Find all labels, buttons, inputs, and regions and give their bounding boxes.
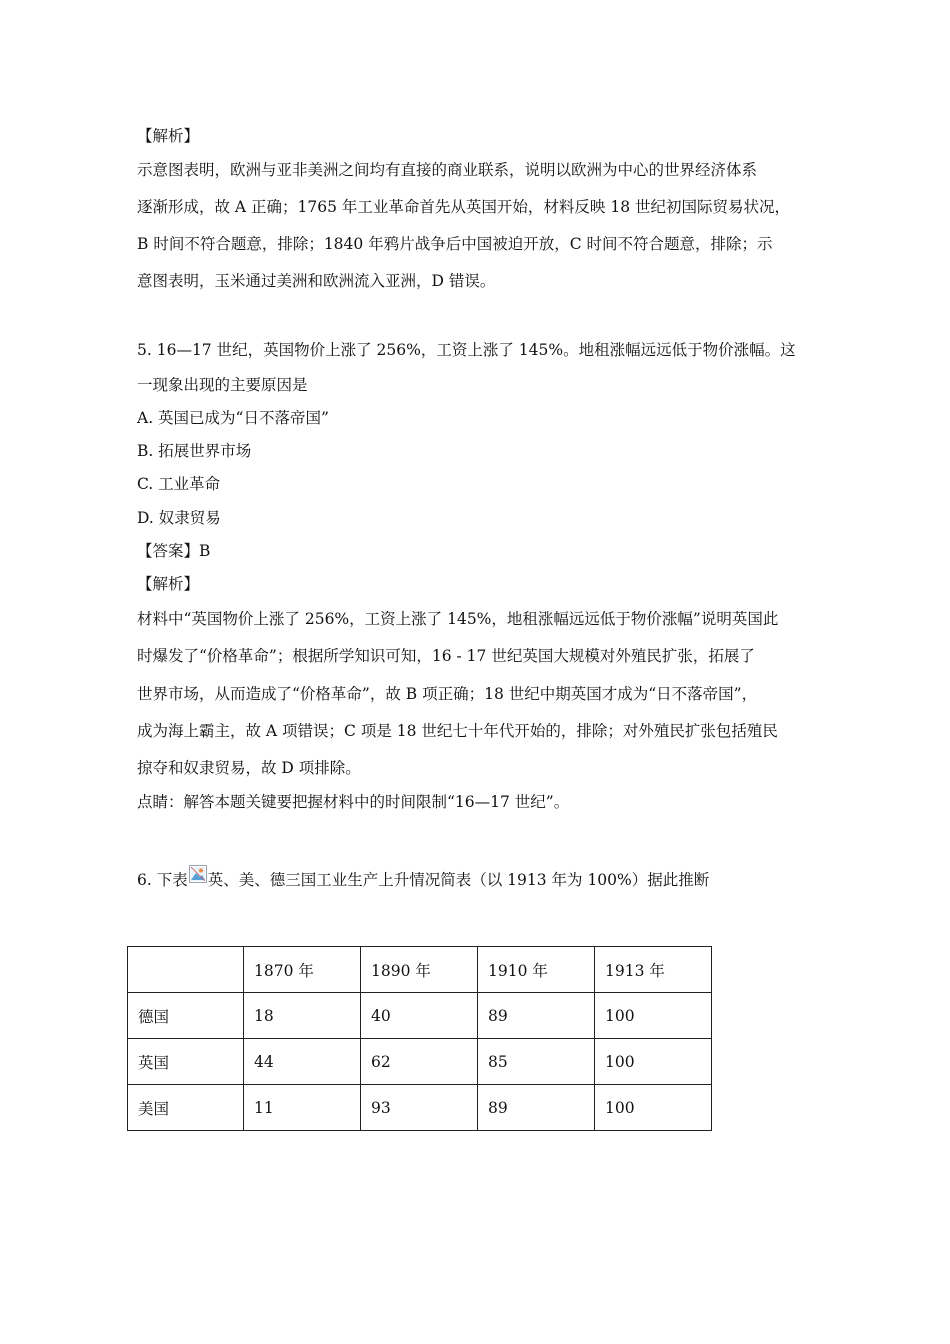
table-cell: 100 xyxy=(595,993,712,1039)
table-cell: 62 xyxy=(361,1039,478,1085)
table-header-cell: 1913 年 xyxy=(595,947,712,993)
table-cell: 89 xyxy=(478,1085,595,1131)
table-cell-country: 英国 xyxy=(128,1039,244,1085)
q4-analysis-line: 逐渐形成，故 A 正确；1765 年工业革命首先从英国开始，材料反映 18 世纪初国际贸易状况， xyxy=(137,198,791,216)
q5-option-a: A. 英国已成为“日不落帝国” xyxy=(137,409,329,427)
q5-stem-line: 一现象出现的主要原因是 xyxy=(137,376,308,394)
table-cell: 40 xyxy=(361,993,478,1039)
q5-analysis-line: 时爆发了“价格革命”；根据所学知识可知，16 - 17 世纪英国大规模对外殖民扩张，拓展了 xyxy=(137,647,755,665)
q5-option-d: D. 奴隶贸易 xyxy=(137,509,221,527)
q4-analysis-line: 意图表明，玉米通过美洲和欧洲流入亚洲，D 错误。 xyxy=(137,272,496,290)
table-cell-country: 德国 xyxy=(128,993,244,1039)
q4-analysis-line: 示意图表明，欧洲与亚非美洲之间均有直接的商业联系，说明以欧洲为中心的世界经济体系 xyxy=(137,161,758,179)
table-cell: 85 xyxy=(478,1039,595,1085)
table-cell: 89 xyxy=(478,993,595,1039)
q5-option-c: C. 工业革命 xyxy=(137,475,221,493)
q5-option-b: B. 拓展世界市场 xyxy=(137,442,252,460)
table-cell: 18 xyxy=(244,993,361,1039)
q5-analysis-line: 世界市场，从而造成了“价格革命”，故 B 项正确；18 世纪中期英国才成为“日不落帝国”， xyxy=(137,685,758,703)
table-cell: 44 xyxy=(244,1039,361,1085)
q4-analysis-label: 【解析】 xyxy=(137,127,200,145)
q5-analysis-line: 成为海上霸主，故 A 项错误；C 项是 18 世纪七十年代开始的，排除；对外殖民扩张包括殖民 xyxy=(137,722,778,740)
table-cell-country: 美国 xyxy=(128,1085,244,1131)
table-header-cell: 1890 年 xyxy=(361,947,478,993)
q6-stem xyxy=(137,870,709,891)
q6-table xyxy=(127,946,712,1131)
q5-analysis-label: 【解析】 xyxy=(137,575,200,593)
table-header-cell: 1910 年 xyxy=(478,947,595,993)
table-header-cell: 1870 年 xyxy=(244,947,361,993)
table-row xyxy=(128,1085,712,1131)
table-cell: 11 xyxy=(244,1085,361,1131)
table-row xyxy=(128,1039,712,1085)
table-row xyxy=(128,993,712,1039)
q5-answer: 【答案】B xyxy=(137,542,211,560)
table-cell: 100 xyxy=(595,1039,712,1085)
q6-stem-after: 英、美、德三国工业生产上升情况简表（以 1913 年为 100%）据此推断 xyxy=(207,871,710,889)
q5-tip: 点睛：解答本题关键要把握材料中的时间限制“16—17 世纪”。 xyxy=(137,793,570,811)
q5-analysis-line: 材料中“英国物价上涨了 256%，工资上涨了 145%，地租涨幅远远低于物价涨幅”说明英国此 xyxy=(137,610,779,628)
q5-analysis-line: 掠夺和奴隶贸易，故 D 项排除。 xyxy=(137,759,361,777)
q4-analysis-line: B 时间不符合题意，排除；1840 年鸦片战争后中国被迫开放，C 时间不符合题意，排除；示 xyxy=(137,235,773,253)
q5-stem-line: 5. 16—17 世纪，英国物价上涨了 256%，工资上涨了 145%。地租涨幅远远低于物价涨幅。这 xyxy=(137,341,796,359)
table-cell: 93 xyxy=(361,1085,478,1131)
table-cell: 100 xyxy=(595,1085,712,1131)
table-header-cell xyxy=(128,947,244,993)
broken-image-icon xyxy=(189,865,207,883)
q6-stem-before: 6. 下表 xyxy=(137,871,188,889)
table-header-row xyxy=(128,947,712,993)
